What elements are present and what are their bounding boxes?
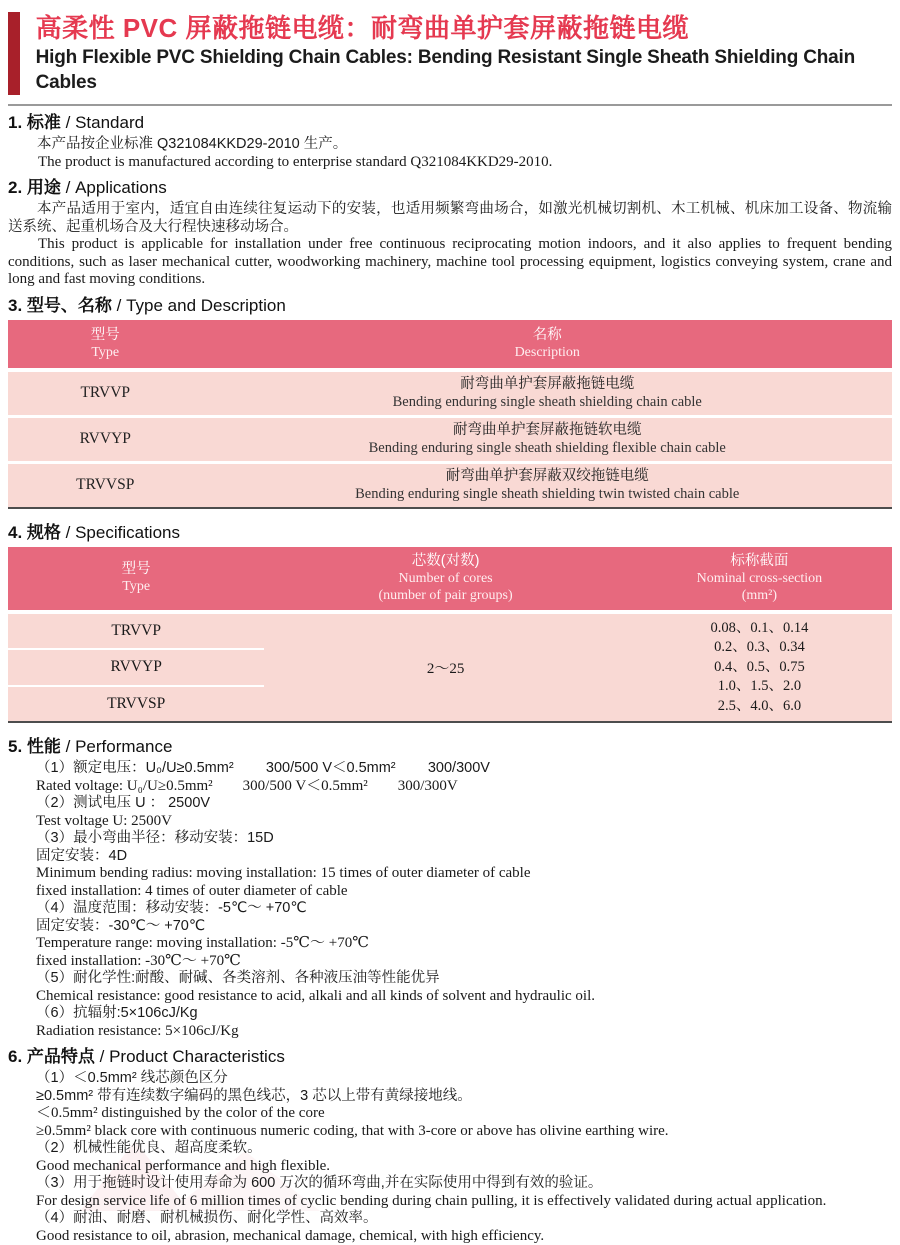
header-type-en: Type	[8, 578, 264, 595]
header-cores-en2: (number of pair groups)	[264, 587, 626, 604]
header-cross-cn: 标称截面	[627, 552, 892, 570]
heading-cn: 4. 规格	[8, 523, 61, 542]
applications-text-cn: 本产品适用于室内，适宜自由连续往复运动下的安装，也适用频繁弯曲场合，如激光机械切割机、木工机械、机床加工设备、物流输送系统、起重机场合及大行程快速移动场合。	[8, 201, 892, 236]
characteristics-line: ≥0.5mm² 带有连续数字编码的黑色线芯，3 芯以上带有黄绿接地线。	[36, 1088, 892, 1106]
section-characteristics	[8, 1046, 892, 1245]
applications-text-en: This product is applicable for installation under free continuous reciprocating motion indoors, and it also applies to frequent bending conditions, such as laser mechanical cutter, woodworking machinery, machine tool processing equipment, logistics conveying system, crane and long and fast moving conditions.	[8, 236, 892, 289]
page-header	[8, 12, 892, 95]
page-title-en: High Flexible PVC Shielding Chain Cables: Bending Resistant Single Sheath Shielding Chain Cables	[36, 45, 892, 95]
specifications-table	[8, 547, 892, 724]
section-performance-heading	[8, 736, 892, 757]
table-header-row	[8, 320, 892, 368]
heading-cn: 3. 型号、名称	[8, 296, 112, 315]
characteristics-line: （2）机械性能优良、超高度柔软。	[36, 1140, 892, 1158]
performance-list	[36, 760, 892, 1040]
heading-cn: 1. 标准	[8, 113, 61, 132]
performance-line: （6）抗辐射:5×106cJ/Kg	[36, 1005, 892, 1023]
performance-line: 固定安装：-30℃～ +70℃	[36, 918, 892, 936]
cell-description	[202, 421, 892, 457]
standard-text-cn: 本产品按企业标准 Q321084KKD29-2010 生产。	[8, 136, 892, 154]
description-en: Bending enduring single sheath shielding flexible chain cable	[202, 439, 892, 457]
heading-cn: 6. 产品特点	[8, 1047, 95, 1066]
performance-line: fixed installation: -30℃～ +70℃	[36, 953, 892, 971]
performance-line: Minimum bending radius: moving installation: 15 times of outer diameter of cable	[36, 865, 892, 883]
header-divider	[8, 104, 892, 106]
cross-section-value: 0.4、0.5、0.75	[627, 658, 892, 678]
table-row	[8, 418, 892, 461]
header-cross-en2: (mm²)	[627, 587, 892, 604]
characteristics-list	[36, 1070, 892, 1245]
title-block	[36, 12, 892, 95]
header-cell-description	[202, 326, 892, 361]
performance-line: Chemical resistance: good resistance to acid, alkali and all kinds of solvent and hydraulic oil.	[36, 988, 892, 1006]
section-applications-heading	[8, 177, 892, 198]
characteristics-line: For design service life of 6 million times of cyclic bending during chain pulling, it is effectively validated during actual application.	[36, 1193, 892, 1211]
header-description-cn: 名称	[202, 326, 892, 344]
performance-line: （1）额定电压：U₀/U≥0.5mm² 300/500 V＜0.5mm² 300/300V	[36, 760, 892, 778]
cell-type: TRVVP	[8, 614, 264, 651]
heading-en: / Type and Description	[117, 296, 286, 315]
description-en: Bending enduring single sheath shielding twin twisted chain cable	[202, 485, 892, 503]
cross-section-value: 1.0、1.5、2.0	[627, 677, 892, 697]
section-standard-heading	[8, 112, 892, 133]
type-description-table	[8, 320, 892, 509]
cell-description	[202, 375, 892, 411]
table-row	[8, 372, 892, 415]
column-cross-sections	[627, 614, 892, 722]
performance-line: （2）测试电压 U ： 2500V	[36, 795, 892, 813]
cell-description	[202, 467, 892, 503]
characteristics-line: Good resistance to oil, abrasion, mechanical damage, chemical, with high efficiency.	[36, 1228, 892, 1245]
characteristics-line: （3）用于拖链时设计使用寿命为 600 万次的循环弯曲,并在实际使用中得到有效的验证。	[36, 1175, 892, 1193]
cross-section-value: 0.2、0.3、0.34	[627, 638, 892, 658]
header-cores-en1: Number of cores	[264, 570, 626, 587]
table-body	[8, 614, 892, 722]
description-cn: 耐弯曲单护套屏蔽双绞拖链电缆	[202, 467, 892, 485]
title-accent-bar	[8, 12, 20, 95]
header-cell-type	[8, 326, 202, 361]
section-performance	[8, 736, 892, 1040]
performance-line: Temperature range: moving installation: -5℃～ +70℃	[36, 935, 892, 953]
section-specifications-heading	[8, 522, 892, 543]
standard-text-en: The product is manufactured according to enterprise standard Q321084KKD29-2010.	[8, 154, 892, 172]
header-type-cn: 型号	[8, 560, 264, 578]
heading-en: / Standard	[66, 113, 144, 132]
description-cn: 耐弯曲单护套屏蔽拖链电缆	[202, 375, 892, 393]
performance-line: （5）耐化学性:耐酸、耐碱、各类溶剂、各种液压油等性能优异	[36, 970, 892, 988]
characteristics-line: （1）＜0.5mm² 线芯颜色区分	[36, 1070, 892, 1088]
header-description-en: Description	[202, 344, 892, 361]
characteristics-line: ≥0.5mm² black core with continuous numeric coding, that with 3-core or above has olivine earthing wire.	[36, 1123, 892, 1141]
cell-type: TRVVSP	[8, 687, 264, 722]
header-type-cn: 型号	[8, 326, 202, 344]
header-cell-type	[8, 560, 264, 595]
page-title-cn: 高柔性 PVC 屏蔽拖链电缆：耐弯曲单护套屏蔽拖链电缆	[36, 12, 892, 45]
table-header-row	[8, 547, 892, 610]
section-type-description	[8, 295, 892, 509]
header-cores-cn: 芯数(对数)	[264, 552, 626, 570]
cross-section-value: 2.5、4.0、6.0	[627, 697, 892, 717]
cell-type: TRVVP	[8, 384, 202, 402]
description-en: Bending enduring single sheath shielding chain cable	[202, 393, 892, 411]
header-cross-en1: Nominal cross-section	[627, 570, 892, 587]
header-cell-cross-section	[627, 552, 892, 604]
section-applications	[8, 177, 892, 289]
header-cell-cores	[264, 552, 626, 604]
heading-cn: 2. 用途	[8, 178, 61, 197]
heading-en: / Applications	[66, 178, 167, 197]
section-characteristics-heading	[8, 1046, 892, 1067]
heading-en: / Performance	[66, 737, 173, 756]
heading-en: / Specifications	[66, 523, 180, 542]
performance-line: fixed installation: 4 times of outer diameter of cable	[36, 883, 892, 901]
performance-line: （3）最小弯曲半径：移动安装：15D	[36, 830, 892, 848]
column-types	[8, 614, 264, 722]
table-row	[8, 464, 892, 507]
characteristics-line: （4）耐油、耐磨、耐机械损伤、耐化学性、高效率。	[36, 1210, 892, 1228]
description-cn: 耐弯曲单护套屏蔽拖链软电缆	[202, 421, 892, 439]
characteristics-line: ＜0.5mm² distinguished by the color of the core	[36, 1105, 892, 1123]
performance-line: Rated voltage: U₀/U≥0.5mm² 300/500 V＜0.5mm² 300/300V	[36, 778, 892, 796]
heading-cn: 5. 性能	[8, 737, 61, 756]
section-specifications	[8, 522, 892, 724]
heading-en: / Product Characteristics	[100, 1047, 285, 1066]
performance-line: 固定安装：4D	[36, 848, 892, 866]
section-type-description-heading	[8, 295, 892, 316]
performance-line: Radiation resistance: 5×106cJ/Kg	[36, 1023, 892, 1041]
section-standard	[8, 112, 892, 171]
cell-type: TRVVSP	[8, 476, 202, 494]
header-type-en: Type	[8, 344, 202, 361]
cell-type: RVVYP	[8, 650, 264, 687]
cell-cores-range: 2～25	[264, 614, 626, 722]
performance-line: Test voltage U: 2500V	[36, 813, 892, 831]
cross-section-value: 0.08、0.1、0.14	[627, 619, 892, 639]
cell-type: RVVYP	[8, 430, 202, 448]
performance-line: （4）温度范围：移动安装：-5℃～ +70℃	[36, 900, 892, 918]
characteristics-line: Good mechanical performance and high flexible.	[36, 1158, 892, 1176]
